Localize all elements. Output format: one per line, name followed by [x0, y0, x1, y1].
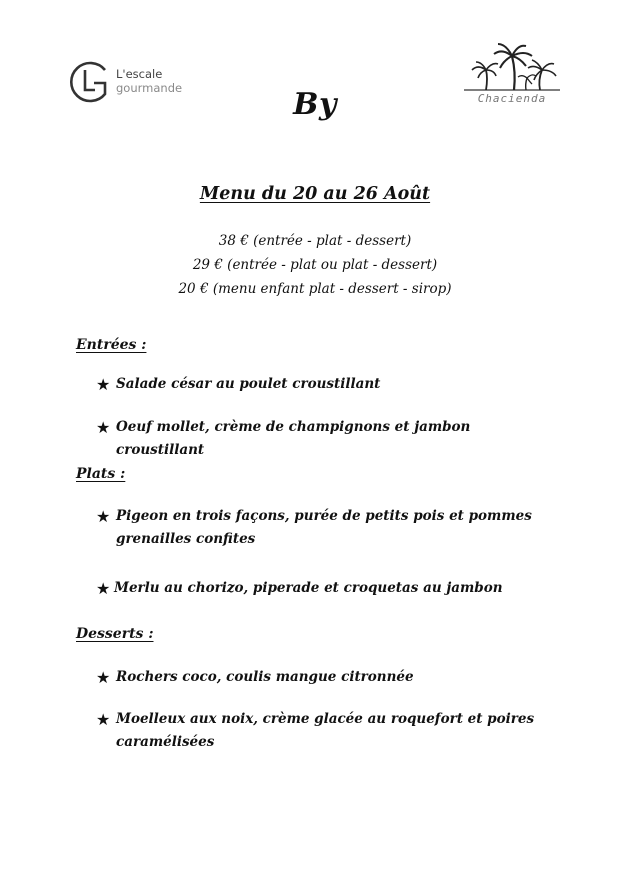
star-icon: ★ — [96, 579, 111, 598]
by-heading: By — [293, 87, 337, 122]
price-line: 20 € (menu enfant plat - dessert - sirop) — [178, 281, 452, 297]
star-icon: ★ — [96, 668, 111, 687]
price-line: 29 € (entrée - plat ou plat - dessert) — [192, 257, 438, 273]
menu-title: Menu du 20 au 26 Août — [199, 184, 431, 204]
dish-name: Salade césar au poulet croustillant — [116, 376, 381, 392]
star-icon: ★ — [96, 710, 111, 729]
logo-right-name: Chacienda — [477, 92, 547, 105]
dish-name: Pigeon en trois façons, purée de petits pois et pommes grenailles confites — [116, 508, 532, 547]
logo-chacienda — [462, 42, 562, 110]
dish-name: Oeuf mollet, crème de champignons et jambon croustillant — [116, 419, 471, 458]
star-icon: ★ — [96, 507, 111, 526]
dish-name: Moelleux aux noix, crème glacée au roquefort et poires caramélisées — [116, 711, 535, 750]
section-heading-entrees: Entrées : — [76, 337, 147, 353]
star-icon: ★ — [96, 418, 111, 437]
logo-left-line1: L'escale — [116, 67, 163, 81]
price-line: 38 € (entrée - plat - dessert) — [218, 233, 412, 249]
section-heading-plats: Plats : — [76, 466, 126, 482]
section-heading-desserts: Desserts : — [76, 626, 154, 642]
palm-trees-icon — [462, 42, 562, 94]
dish-name: Merlu au chorizo, piperade et croquetas au jambon — [114, 580, 503, 596]
dish-name: Rochers coco, coulis mangue citronnée — [116, 669, 414, 685]
star-icon: ★ — [96, 375, 111, 394]
logo-left-line2: gourmande — [116, 81, 183, 95]
